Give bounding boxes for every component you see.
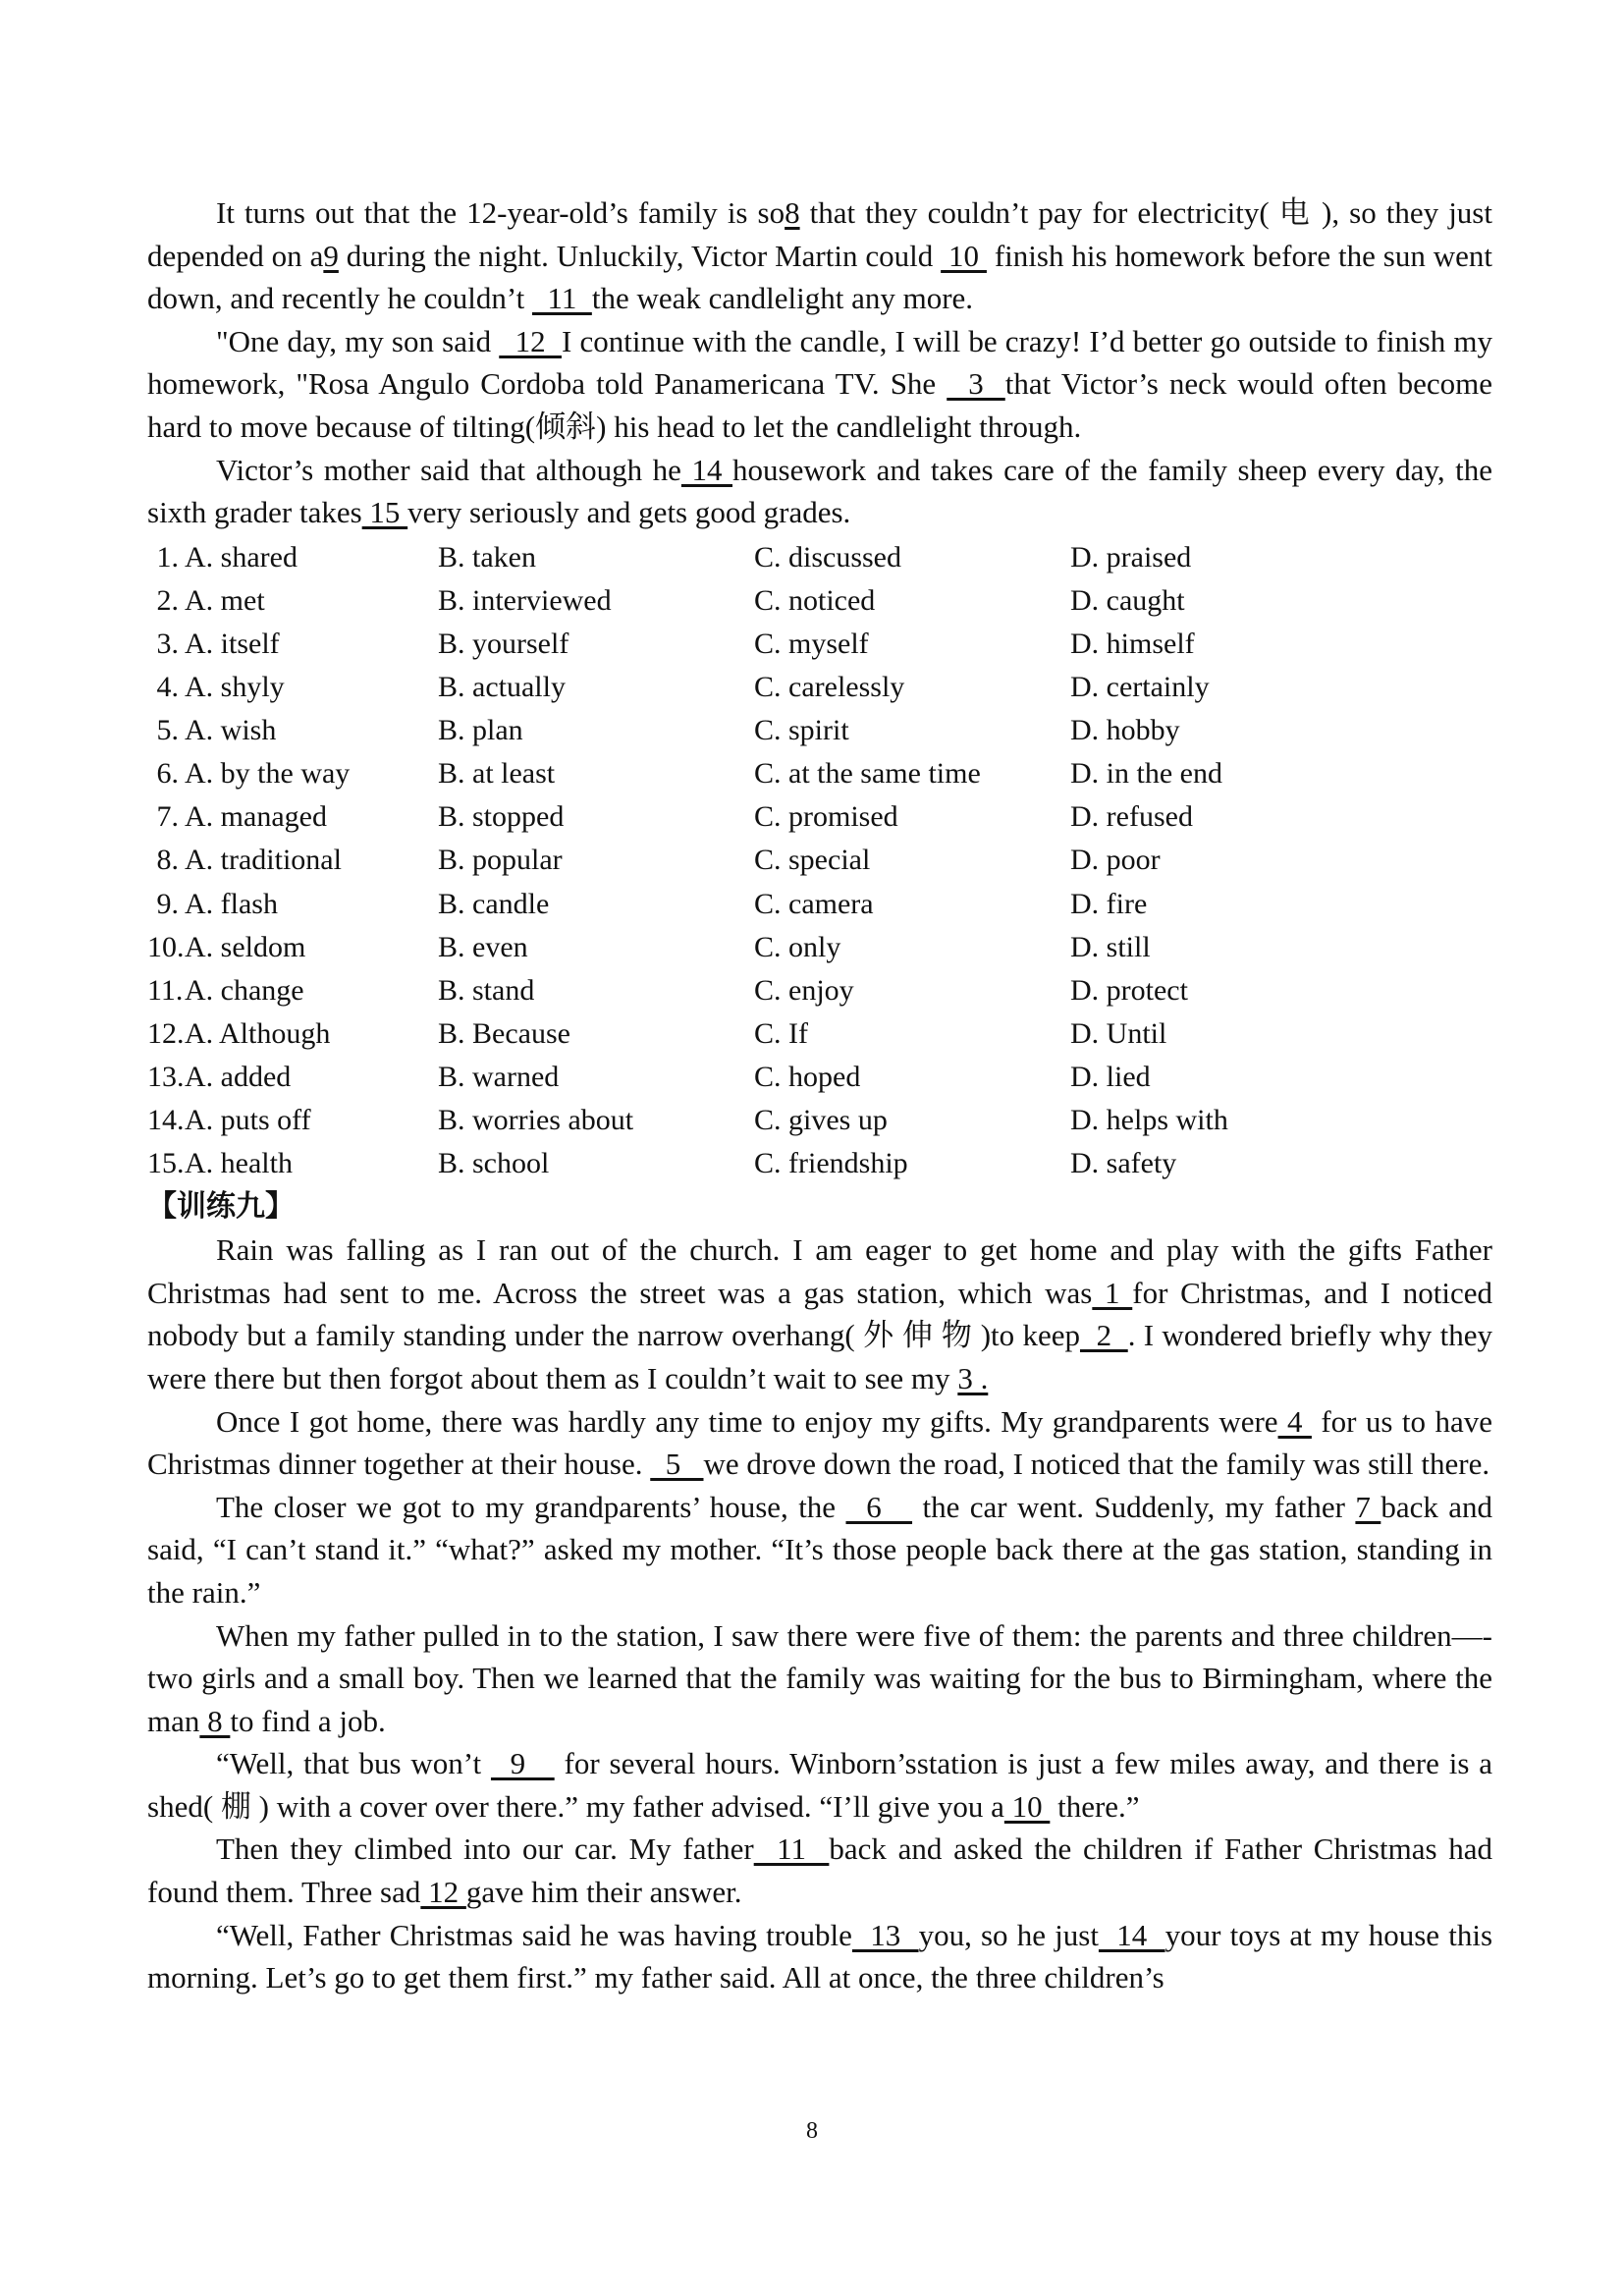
option-row <box>147 536 1492 579</box>
question-number: 12. <box>147 1016 185 1050</box>
page-number: 8 <box>806 2118 818 2144</box>
question-number: 10. <box>147 930 185 963</box>
option-a: A. shyly <box>185 671 285 704</box>
option-b: B. stopped <box>438 800 565 834</box>
text-run: to find a job. <box>230 1703 386 1738</box>
option-a: A. flash <box>185 887 278 920</box>
option-b: B. popular <box>438 844 563 877</box>
option-a: A. change <box>185 973 304 1007</box>
text-run: It turns out that the 12-year-old’s family is so <box>216 195 785 230</box>
text-run: back and said, “I can’t stand it.” “what?” asked my mother. “It’s those people back there at the gas station, standing in the rain.” <box>147 1489 1493 1610</box>
option-d: D. safety <box>1070 1147 1177 1180</box>
option-c: C. promised <box>754 800 898 834</box>
text-run: you, so he just <box>918 1917 1099 1952</box>
option-c: C. at the same time <box>754 757 981 791</box>
option-b: B. stand <box>438 973 535 1007</box>
option-c: C. hoped <box>754 1060 861 1093</box>
answer-options <box>147 536 1492 1185</box>
option-d: D. certainly <box>1070 671 1210 704</box>
question-number: 14. <box>147 1103 185 1136</box>
blank-number: 4 <box>1277 1403 1312 1439</box>
text-run: during the night. Unluckily, Victor Martin could <box>338 238 942 273</box>
blank-number: 14 <box>1098 1917 1165 1952</box>
question-number: 15. <box>147 1147 185 1180</box>
text-run: that they couldn’t pay for electricity( 电 ), so they just depended on a <box>147 195 1492 273</box>
question-number: 5. <box>156 714 179 747</box>
option-row <box>147 926 1492 969</box>
text-run: "One day, my son said <box>216 323 500 358</box>
blank-number: 12 <box>499 323 562 358</box>
option-d: D. hobby <box>1070 714 1180 747</box>
blank-number: 10 <box>1003 1788 1051 1824</box>
option-d: D. still <box>1070 930 1151 963</box>
option-row <box>147 1056 1492 1099</box>
paragraph <box>147 191 1492 320</box>
option-a: A. wish <box>185 714 277 747</box>
option-a: A. health <box>185 1147 293 1180</box>
question-number: 4. <box>156 671 179 704</box>
paragraph <box>147 1828 1492 1913</box>
option-d: D. helps with <box>1070 1103 1228 1136</box>
option-d: D. poor <box>1070 844 1161 877</box>
question-number: 3. <box>156 627 179 660</box>
option-d: D. protect <box>1070 973 1188 1007</box>
text-run: the car went. Suddenly, my father <box>912 1489 1356 1524</box>
question-number: 6. <box>156 757 179 791</box>
option-a: A. seldom <box>185 930 306 963</box>
option-a: A. itself <box>185 627 280 660</box>
text-run: finish his homework before the sun went down, and recently he couldn’t <box>147 238 1493 316</box>
option-a: A. shared <box>185 540 298 574</box>
option-a: A. Although <box>185 1016 331 1050</box>
paragraph <box>147 1914 1492 1999</box>
option-c: C. gives up <box>754 1103 888 1136</box>
paragraph <box>147 1229 1492 1399</box>
paragraph <box>147 1400 1492 1486</box>
question-number: 7. <box>156 800 179 834</box>
option-c: C. myself <box>754 627 869 660</box>
option-a: A. puts off <box>185 1103 311 1136</box>
blank-number: 9 <box>490 1746 555 1781</box>
option-a: A. traditional <box>185 844 342 877</box>
blank-number: 6 <box>845 1489 913 1524</box>
option-c: C. noticed <box>754 583 876 617</box>
text-run: we drove down the road, I noticed that the family was still there. <box>703 1447 1490 1482</box>
option-row <box>147 1099 1492 1142</box>
text-run: “Well, that bus won’t <box>216 1746 491 1781</box>
text-run: Once I got home, there was hardly any time to enjoy my gifts. My grandparents were <box>216 1403 1278 1439</box>
blank-number: 9 <box>323 238 339 273</box>
paragraph <box>147 1486 1492 1614</box>
text-run: that Victor’s neck would often become hard to move because of tilting(倾斜) his head to let the candlelight through. <box>147 366 1493 444</box>
text-run: there.” <box>1050 1788 1140 1824</box>
blank-number: 11 <box>753 1831 830 1867</box>
option-c: C. special <box>754 844 871 877</box>
option-d: D. lied <box>1070 1060 1151 1093</box>
blank-number: 8 <box>199 1703 231 1738</box>
passage-one <box>147 191 1492 534</box>
document-page <box>147 191 1492 1999</box>
section-heading: 【训练九】 <box>147 1189 295 1225</box>
option-a: A. added <box>185 1060 292 1093</box>
blank-number: 1 <box>1092 1275 1133 1310</box>
text-run: . I wondered briefly why they were there but then forgot about them as I couldn’t wait to see my <box>147 1318 1492 1395</box>
option-b: B. at least <box>438 757 556 791</box>
option-c: C. enjoy <box>754 973 854 1007</box>
option-c: C. If <box>754 1016 808 1050</box>
option-d: D. fire <box>1070 887 1148 920</box>
option-b: B. interviewed <box>438 583 612 617</box>
blank-number: 13 <box>851 1917 919 1952</box>
passage-two <box>147 1229 1492 1999</box>
text-run: back and asked the children if Father Christmas had found them. Three sad <box>147 1831 1492 1910</box>
blank-number: 3 <box>947 366 1005 402</box>
blank-number: 7 <box>1355 1489 1381 1524</box>
option-b: B. candle <box>438 887 550 920</box>
paragraph <box>147 1614 1492 1743</box>
option-row <box>147 623 1492 666</box>
option-a: A. by the way <box>185 757 351 791</box>
option-d: D. Until <box>1070 1016 1167 1050</box>
blank-number: 5 <box>650 1447 704 1482</box>
option-b: B. school <box>438 1147 550 1180</box>
text-run: “Well, Father Christmas said he was having trouble <box>216 1917 852 1952</box>
option-row <box>147 579 1492 623</box>
text-run: the weak candlelight any more. <box>591 281 974 316</box>
option-c: C. camera <box>754 887 874 920</box>
option-b: B. warned <box>438 1060 560 1093</box>
option-d: D. refused <box>1070 800 1193 834</box>
question-number: 2. <box>156 583 179 617</box>
option-a: A. managed <box>185 800 327 834</box>
blank-number: 10 <box>941 238 987 273</box>
question-number: 11. <box>147 973 184 1007</box>
option-c: C. discussed <box>754 540 901 574</box>
blank-number: 2 <box>1079 1318 1128 1353</box>
blank-number: 14 <box>680 452 732 487</box>
blank-number: 3 . <box>957 1360 989 1395</box>
blank-number: 8 <box>785 195 800 230</box>
text-run: for several hours. Winborn’sstation is just a few miles away, and there is a shed( 棚 ) with a cover over there.” my father advised. “I’ll give you a <box>147 1746 1492 1824</box>
option-row <box>147 752 1492 795</box>
text-run: gave him their answer. <box>465 1875 742 1910</box>
question-number: 1. <box>156 540 179 574</box>
option-row <box>147 1012 1492 1056</box>
paragraph <box>147 1742 1492 1828</box>
option-row <box>147 666 1492 709</box>
question-number: 9. <box>156 887 179 920</box>
option-row <box>147 969 1492 1012</box>
option-b: B. Because <box>438 1016 570 1050</box>
option-c: C. only <box>754 930 841 963</box>
option-b: B. actually <box>438 671 566 704</box>
option-row <box>147 709 1492 752</box>
text-run: your toys at my house this morning. Let’s go to get them first.” my father said. All at once, the three children’s <box>147 1917 1493 1995</box>
text-run: The closer we got to my grandparents’ house, the <box>216 1489 846 1524</box>
option-d: D. himself <box>1070 627 1195 660</box>
option-row <box>147 1142 1492 1185</box>
option-a: A. met <box>185 583 265 617</box>
option-row <box>147 795 1492 839</box>
blank-number: 12 <box>420 1875 466 1910</box>
option-d: D. praised <box>1070 540 1192 574</box>
text-run: Rain was falling as I ran out of the church. I am eager to get home and play with the gifts Father Christmas had sent to me. Across the street was a gas station, which was <box>147 1232 1492 1310</box>
option-d: D. caught <box>1070 583 1185 617</box>
option-b: B. yourself <box>438 627 569 660</box>
option-row <box>147 883 1492 926</box>
blank-number: 11 <box>531 281 592 316</box>
option-row <box>147 839 1492 882</box>
paragraph <box>147 320 1492 449</box>
option-c: C. carelessly <box>754 671 905 704</box>
option-b: B. taken <box>438 540 536 574</box>
text-run: for us to have Christmas dinner together at their house. <box>147 1403 1492 1482</box>
paragraph <box>147 449 1492 534</box>
option-c: C. spirit <box>754 714 849 747</box>
text-run: housework and takes care of the family sheep every day, the sixth grader takes <box>147 452 1493 530</box>
option-d: D. in the end <box>1070 757 1222 791</box>
text-run: Then they climbed into our car. My father <box>216 1831 754 1867</box>
option-b: B. even <box>438 930 528 963</box>
question-number: 8. <box>156 844 179 877</box>
text-run: Victor’s mother said that although he <box>216 452 681 487</box>
option-b: B. plan <box>438 714 523 747</box>
option-c: C. friendship <box>754 1147 908 1180</box>
question-number: 13. <box>147 1060 185 1093</box>
option-b: B. worries about <box>438 1103 634 1136</box>
blank-number: 15 <box>361 495 408 530</box>
text-run: for Christmas, and I noticed nobody but a family standing under the narrow overhang( 外 伸 物 )to keep <box>147 1275 1493 1353</box>
text-run: very seriously and gets good grades. <box>407 495 851 530</box>
text-run: When my father pulled in to the station, I saw there were five of them: the parents and three children—-two girls and a small boy. Then we learned that the family was waiting for the bus to Birmingham, where the man <box>147 1617 1492 1738</box>
text-run: I continue with the candle, I will be crazy! I’d better go outside to finish my homework, "Rosa Angulo Cordoba told Panamericana TV. She <box>147 323 1493 402</box>
